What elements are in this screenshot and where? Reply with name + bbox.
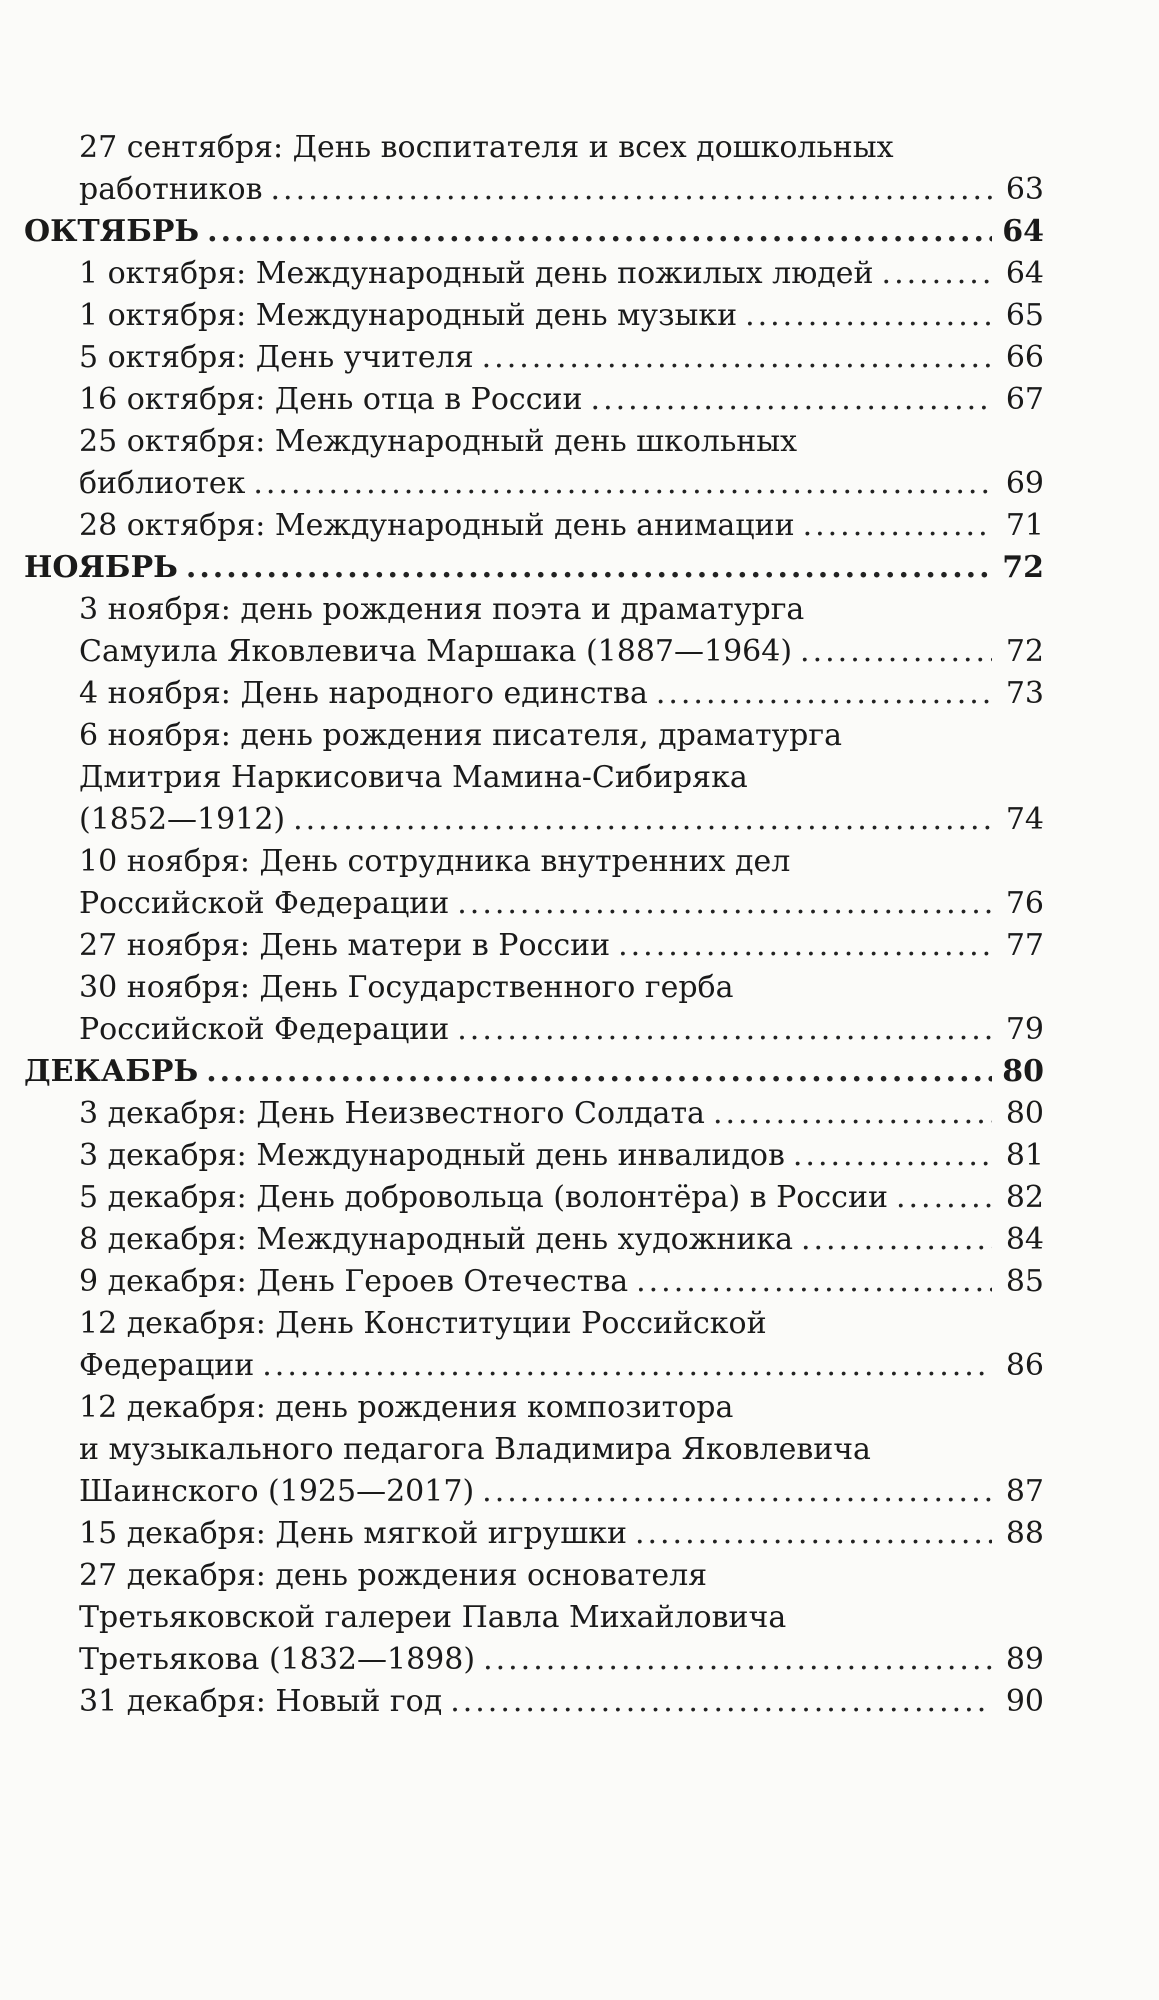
- toc-entry: [24, 715, 1044, 841]
- toc-line: [79, 715, 1044, 757]
- entry-title: и музыкального педагога Владимира Яковлевича: [79, 1432, 871, 1467]
- toc-line: [79, 673, 1044, 715]
- toc-line: [79, 883, 1044, 925]
- dot-leader: [618, 925, 992, 967]
- toc-entry: [24, 1177, 1044, 1219]
- toc-entry: [24, 673, 1044, 715]
- page-number: 88: [1005, 1516, 1044, 1551]
- toc-line: [79, 799, 1044, 841]
- page-number: 82: [1005, 1180, 1044, 1215]
- toc-entry: [24, 1135, 1044, 1177]
- toc-entry: [24, 505, 1044, 547]
- toc-line: [79, 127, 1044, 169]
- page-number: 89: [1005, 1642, 1044, 1677]
- entry-title: 3 ноября: день рождения поэта и драматурга: [79, 592, 805, 627]
- entry-title: 8 декабря: Международный день художника: [79, 1222, 793, 1257]
- toc-entry: [24, 1555, 1044, 1681]
- toc-line: [79, 295, 1044, 337]
- dot-leader: [253, 463, 992, 505]
- toc-entry: [24, 925, 1044, 967]
- dot-leader: [186, 547, 992, 589]
- toc-line: [79, 421, 1044, 463]
- entry-title: 4 ноября: День народного единства: [79, 676, 648, 711]
- page-number: 77: [1005, 928, 1044, 963]
- toc-line: [79, 841, 1044, 883]
- toc-entry: [24, 337, 1044, 379]
- toc-entry: [24, 1387, 1044, 1513]
- dot-leader: [206, 1051, 992, 1093]
- toc-line: [79, 1471, 1044, 1513]
- toc-section: [24, 1051, 1044, 1093]
- toc-line: [79, 631, 1044, 673]
- entry-title: Российской Федерации: [79, 1012, 450, 1047]
- section-title: ДЕКАБРЬ: [24, 1054, 199, 1089]
- dot-leader: [636, 1261, 992, 1303]
- toc-line: [79, 1681, 1044, 1723]
- page-number: 66: [1005, 340, 1044, 375]
- dot-leader: [483, 1639, 992, 1681]
- dot-leader: [745, 295, 992, 337]
- page-number: 72: [1005, 634, 1044, 669]
- page-number: 90: [1005, 1684, 1044, 1719]
- page-number: 85: [1005, 1264, 1044, 1299]
- entry-title: 31 декабря: Новый год: [79, 1684, 443, 1719]
- toc-line: [79, 463, 1044, 505]
- dot-leader: [271, 169, 992, 211]
- entry-title: 3 декабря: День Неизвестного Солдата: [79, 1096, 705, 1131]
- entry-title: Самуила Яковлевича Маршака (1887—1964): [79, 634, 793, 669]
- toc-line: [24, 547, 1044, 589]
- toc-entry: [24, 1261, 1044, 1303]
- entry-title: Федерации: [79, 1348, 255, 1383]
- page-number: 87: [1005, 1474, 1044, 1509]
- toc-entry: [24, 1219, 1044, 1261]
- page-number: 69: [1005, 466, 1044, 501]
- toc-line: [79, 337, 1044, 379]
- page-number: 67: [1005, 382, 1044, 417]
- toc-line: [79, 757, 1044, 799]
- entry-title: библиотек: [79, 466, 246, 501]
- toc-entry: [24, 253, 1044, 295]
- entry-title: 30 ноября: День Государственного герба: [79, 970, 734, 1005]
- toc-entry: [24, 295, 1044, 337]
- entry-title: 27 сентября: День воспитателя и всех дошкольных: [79, 130, 894, 165]
- page-number: 73: [1005, 676, 1044, 711]
- toc-line: [79, 1261, 1044, 1303]
- entry-title: Третьякова (1832—1898): [79, 1642, 476, 1677]
- toc-line: [79, 169, 1044, 211]
- toc-line: [79, 1513, 1044, 1555]
- toc-entry: [24, 379, 1044, 421]
- toc-entry: [24, 1093, 1044, 1135]
- entry-title: 27 ноября: День матери в России: [79, 928, 611, 963]
- toc-entry: [24, 1303, 1044, 1387]
- toc-section: [24, 211, 1044, 253]
- entry-title: 16 октября: День отца в России: [79, 382, 583, 417]
- page-number: 63: [1005, 172, 1044, 207]
- entry-title: 1 октября: Международный день пожилых людей: [79, 256, 874, 291]
- entry-title: 5 декабря: День добровольца (волонтёра) в России: [79, 1180, 888, 1215]
- toc-line: [79, 1387, 1044, 1429]
- entry-title: Российской Федерации: [79, 886, 450, 921]
- entry-title: 12 декабря: День Конституции Российской: [79, 1306, 767, 1341]
- dot-leader: [450, 1681, 992, 1723]
- page-number: 65: [1005, 298, 1044, 333]
- toc-entry: [24, 589, 1044, 673]
- dot-leader: [882, 253, 992, 295]
- dot-leader: [293, 799, 992, 841]
- entry-title: 5 октября: День учителя: [79, 340, 474, 375]
- dot-leader: [207, 211, 992, 253]
- entry-title: 9 декабря: День Героев Отечества: [79, 1264, 629, 1299]
- toc-entry: [24, 967, 1044, 1051]
- dot-leader: [591, 379, 992, 421]
- toc-line: [79, 1555, 1044, 1597]
- toc-line: [79, 1303, 1044, 1345]
- dot-leader: [656, 673, 992, 715]
- toc-line: [79, 505, 1044, 547]
- page-number: 76: [1005, 886, 1044, 921]
- dot-leader: [896, 1177, 992, 1219]
- toc-line: [79, 1429, 1044, 1471]
- entry-title: Третьяковской галереи Павла Михайловича: [79, 1600, 787, 1635]
- toc-section: [24, 547, 1044, 589]
- dot-leader: [793, 1135, 992, 1177]
- page-number: 64: [1005, 256, 1044, 291]
- table-of-contents: [24, 127, 1044, 1723]
- page-number: 81: [1005, 1138, 1044, 1173]
- page-number: 86: [1005, 1348, 1044, 1383]
- dot-leader: [457, 883, 992, 925]
- toc-line: [79, 1093, 1044, 1135]
- page-number: 80: [1005, 1096, 1044, 1131]
- toc-line: [24, 1051, 1044, 1093]
- entry-title: 3 декабря: Международный день инвалидов: [79, 1138, 785, 1173]
- entry-title: 6 ноября: день рождения писателя, драматурга: [79, 718, 842, 753]
- entry-title: 27 декабря: день рождения основателя: [79, 1558, 708, 1593]
- toc-line: [79, 967, 1044, 1009]
- page-number: 80: [1002, 1054, 1044, 1089]
- toc-line: [24, 211, 1044, 253]
- dot-leader: [482, 337, 992, 379]
- dot-leader: [803, 505, 992, 547]
- section-title: НОЯБРЬ: [24, 550, 178, 585]
- entry-title: 10 ноября: День сотрудника внутренних дел: [79, 844, 791, 879]
- entry-title: Дмитрия Наркисовича Мамина-Сибиряка: [79, 760, 748, 795]
- toc-line: [79, 253, 1044, 295]
- page-number: 71: [1005, 508, 1044, 543]
- toc-line: [79, 1597, 1044, 1639]
- dot-leader: [457, 1009, 992, 1051]
- toc-entry: [24, 127, 1044, 211]
- dot-leader: [713, 1093, 992, 1135]
- dot-leader: [800, 631, 992, 673]
- page-number: 74: [1005, 802, 1044, 837]
- entry-title: 1 октября: Международный день музыки: [79, 298, 738, 333]
- page-number: 84: [1005, 1222, 1044, 1257]
- entry-title: Шаинского (1925—2017): [79, 1474, 475, 1509]
- page-number: 72: [1002, 550, 1044, 585]
- toc-line: [79, 1639, 1044, 1681]
- toc-line: [79, 379, 1044, 421]
- toc-line: [79, 589, 1044, 631]
- toc-line: [79, 1345, 1044, 1387]
- toc-entry: [24, 1681, 1044, 1723]
- toc-entry: [24, 841, 1044, 925]
- toc-line: [79, 1177, 1044, 1219]
- entry-title: работников: [79, 172, 263, 207]
- dot-leader: [482, 1471, 992, 1513]
- toc-entry: [24, 1513, 1044, 1555]
- page-number: 64: [1002, 214, 1044, 249]
- toc-line: [79, 1219, 1044, 1261]
- dot-leader: [801, 1219, 992, 1261]
- entry-title: 28 октября: Международный день анимации: [79, 508, 795, 543]
- toc-entry: [24, 421, 1044, 505]
- section-title: ОКТЯБРЬ: [24, 214, 200, 249]
- entry-title: 12 декабря: день рождения композитора: [79, 1390, 734, 1425]
- dot-leader: [635, 1513, 992, 1555]
- dot-leader: [262, 1345, 992, 1387]
- entry-title: 25 октября: Международный день школьных: [79, 424, 798, 459]
- page-number: 79: [1005, 1012, 1044, 1047]
- toc-line: [79, 1135, 1044, 1177]
- toc-line: [79, 925, 1044, 967]
- toc-line: [79, 1009, 1044, 1051]
- entry-title: (1852—1912): [79, 802, 286, 837]
- entry-title: 15 декабря: День мягкой игрушки: [79, 1516, 627, 1551]
